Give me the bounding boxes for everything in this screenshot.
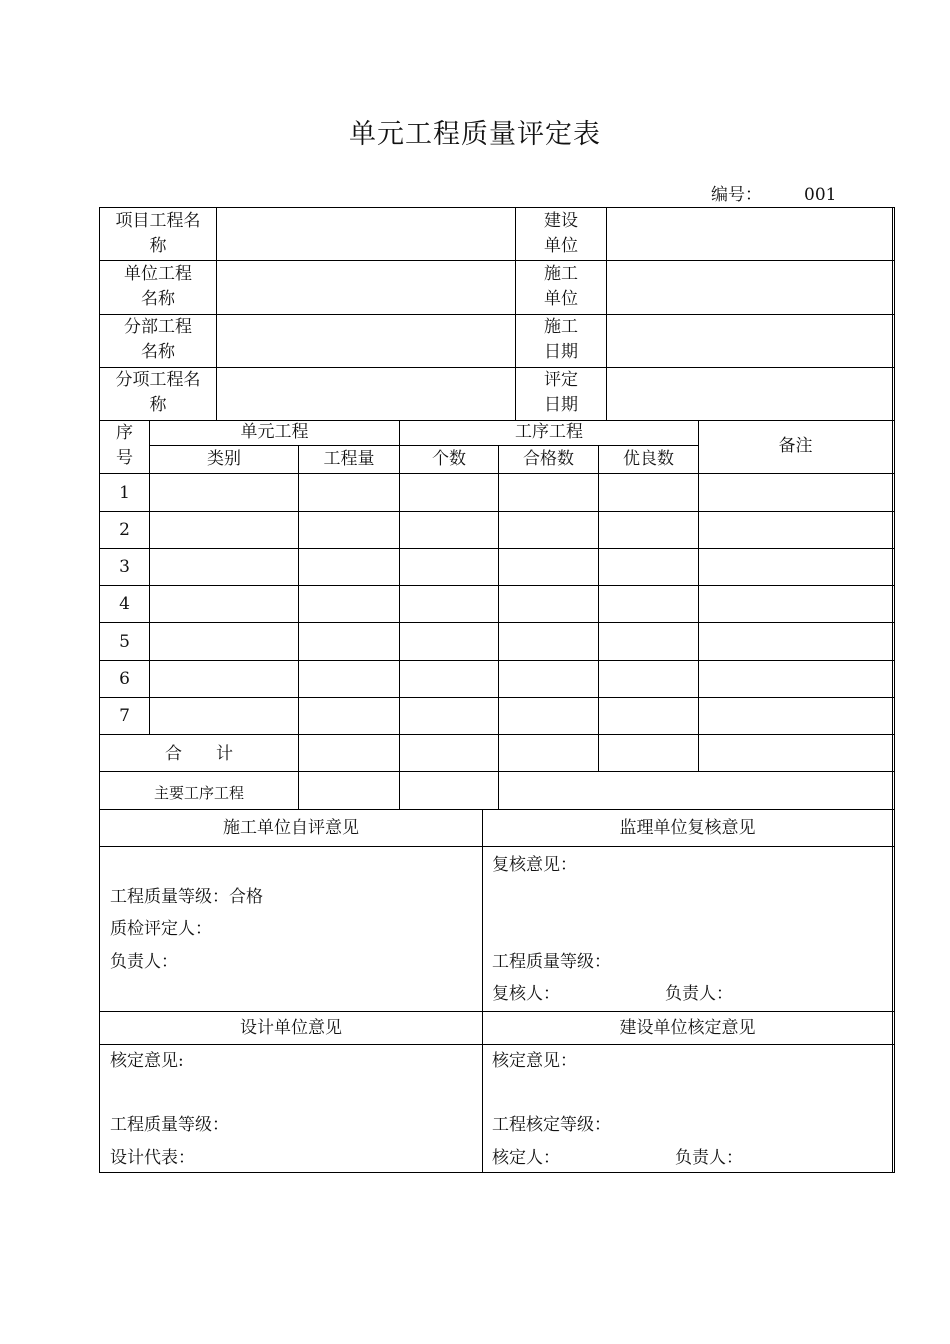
supervision-responsible: 负责人： — [665, 984, 733, 1004]
total-label: 合 计 — [165, 744, 233, 764]
design-rep: 设计代表： — [110, 1148, 195, 1168]
owner-opinion: 核定意见： — [492, 1051, 577, 1071]
contractor-label: 施工 单位 — [544, 264, 578, 309]
row-number: 1 — [119, 483, 130, 503]
page-title: 单元工程质量评定表 — [349, 119, 601, 150]
sub-part-project-name-label: 分部工程 名称 — [124, 317, 192, 362]
construction-owner-label: 建设 单位 — [544, 211, 578, 256]
row-number: 2 — [119, 520, 130, 540]
process-project-header: 工序工程 — [515, 422, 583, 442]
seq-header: 序 号 — [116, 423, 133, 468]
project-name-label: 项目工程名 称 — [115, 211, 201, 256]
row-number: 5 — [119, 632, 130, 652]
main-process-label: 主要工序工程 — [153, 784, 244, 802]
owner-header: 建设单位核定意见 — [619, 1018, 756, 1038]
excellent-header: 优良数 — [623, 449, 674, 469]
self-eval-responsible: 负责人： — [110, 952, 178, 972]
unit-project-name-label: 单位工程 名称 — [124, 264, 192, 309]
remark-header: 备注 — [778, 436, 813, 456]
design-opinion: 核定意见: — [110, 1051, 184, 1071]
self-eval-inspector: 质检评定人： — [110, 919, 212, 939]
owner-approver: 核定人： — [492, 1148, 560, 1168]
evaluation-date-label: 评定 日期 — [544, 370, 578, 415]
row-number: 7 — [119, 706, 130, 726]
qualified-header: 合格数 — [523, 449, 574, 469]
owner-responsible: 负责人： — [675, 1148, 743, 1168]
unit-project-header: 单元工程 — [240, 422, 309, 442]
row-number: 3 — [119, 557, 130, 577]
form-number-value: 001 — [804, 185, 837, 205]
row-number: 4 — [119, 594, 130, 614]
supervision-header: 监理单位复核意见 — [619, 818, 756, 838]
self-eval-grade: 工程质量等级：合格 — [110, 887, 263, 907]
construction-date-label: 施工 日期 — [544, 317, 578, 362]
supervision-opinion: 复核意见： — [492, 855, 577, 875]
owner-grade: 工程核定等级： — [492, 1115, 611, 1135]
row-number: 6 — [119, 669, 130, 689]
supervision-grade: 工程质量等级： — [492, 952, 611, 972]
form-number — [711, 180, 836, 205]
form-number-label: 编号： — [711, 185, 762, 205]
count-header: 个数 — [432, 449, 466, 469]
sub-item-project-name-label: 分项工程名 称 — [115, 370, 201, 415]
category-header: 类别 — [207, 449, 241, 469]
design-header: 设计单位意见 — [240, 1018, 342, 1038]
supervision-reviewer: 复核人： — [492, 984, 560, 1004]
design-grade: 工程质量等级： — [110, 1115, 229, 1135]
quantity-header: 工程量 — [323, 449, 375, 469]
self-eval-header: 施工单位自评意见 — [223, 818, 359, 838]
